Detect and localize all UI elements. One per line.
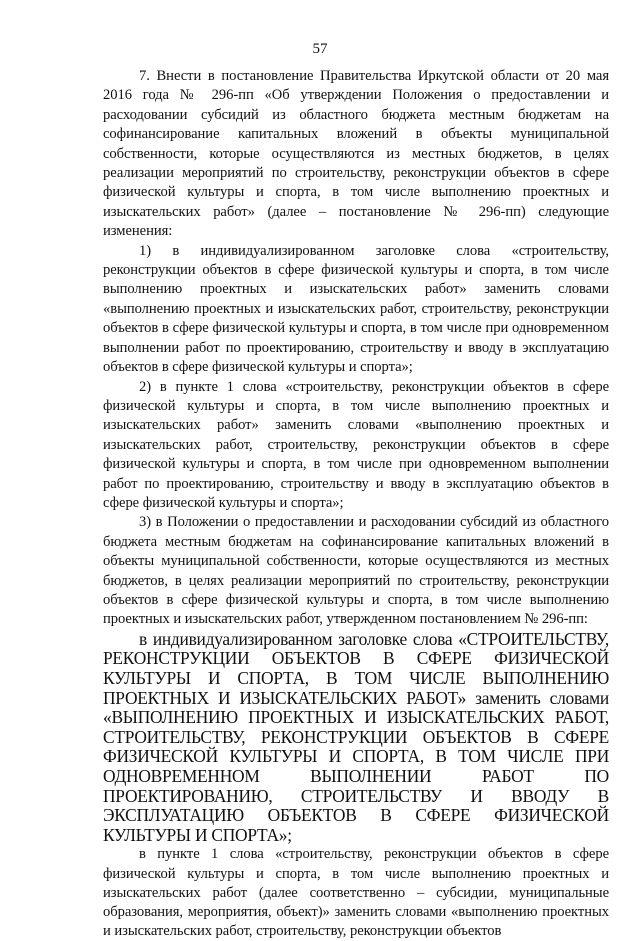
paragraph-subitem-1: 1) в индивидуализированном заголовке слова «строительству, реконструкции объектов в сфере физической культуры и спорта, в том числе выполнению проектных и изыскательских работ» заменить словами «выполнению проектных и изыскательских работ, строительству, реконструкции объектов в сфере физической культуры и спорта, в том числе при одновременном выполнении работ по проектированию, строительству и вводу в эксплуатацию объектов в сфере физической культуры и спорта»; — [103, 242, 609, 376]
paragraph-item-7: 7. Внести в постановление Правительства Иркутской области от 20 мая 2016 года № 296-пп «Об утверждении Положения о предоставлении и расходовании субсидий из областного бюджета местным бюджетам на софинансирование капитальных вложений в объекты муниципальной собственности, которые осуществляются из местных бюджетов, в целях реализации мероприятий по строительству, реконструкции объектов в сфере физической культуры и спорта, в том числе выполнению проектных и изыскательских работ» (далее – постановление № 296-пп) следующие изменения: — [103, 68, 609, 240]
document-body — [103, 67, 609, 941]
page-number: 57 — [312, 41, 328, 57]
paragraph-subitem-2: 2) в пункте 1 слова «строительству, реконструкции объектов в сфере физической культуры и спорта, в том числе выполнению проектных и изыскательских работ» заменить словами «выполнению проектных и изыскательских работ, строительству, реконструкции объектов в сфере физической культуры и спорта, в том числе при одновременном выполнении работ по проектированию, строительству и вводу в эксплуатацию объектов в сфере физической культуры и спорта»; — [103, 378, 609, 511]
paragraph-subitem-3: 3) в Положении о предоставлении и расходовании субсидий из областного бюджета местным бюджетам на софинансирование капитальных вложений в объекты муниципальной собственности, которые осуществляются из местных бюджетов, в целях реализации мероприятий по строительству, реконструкции объектов в сфере физической культуры и спорта, в том числе выполнению проектных и изыскательских работ, утвержденном постановлением № 296-пп: — [103, 514, 609, 628]
paragraph-heading-change: в индивидуализированном заголовке слова «СТРОИТЕЛЬСТВУ, РЕКОНСТРУКЦИИ ОБЪЕКТОВ В СФЕРЕ ФИЗИЧЕСКОЙ КУЛЬТУРЫ И СПОРТА, В ТОМ ЧИСЛЕ ВЫПОЛНЕНИЮ ПРОЕКТНЫХ И ИЗЫСКАТЕЛЬСКИХ РАБОТ» заменить словами «ВЫПОЛНЕНИЮ ПРОЕКТНЫХ И ИЗЫСКАТЕЛЬСКИХ РАБОТ, СТРОИТЕЛЬСТВУ, РЕКОНСТРУКЦИИ ОБЪЕКТОВ В СФЕРЕ ФИЗИЧЕСКОЙ КУЛЬТУРЫ И СПОРТА, В ТОМ ЧИСЛЕ ПРИ ОДНОВРЕМЕННОМ ВЫПОЛНЕНИИ РАБОТ ПО ПРОЕКТИРОВАНИЮ, СТРОИТЕЛЬСТВУ И ВВОДУ В ЭКСПЛУАТАЦИЮ ОБЪЕКТОВ В СФЕРЕ ФИЗИЧЕСКОЙ КУЛЬТУРЫ И СПОРТА»; — [103, 628, 609, 845]
paragraph-point-1-change: в пункте 1 слова «строительству, реконструкции объектов в сфере физической культуры и спорта, в том числе выполнению проектных и изыскательских работ (далее соответственно – субсидии, муниципальные образования, мероприятия, объект)» заменить словами «выполнению проектных и изыскательских работ, строительству, реконструкции объектов — [103, 846, 609, 940]
